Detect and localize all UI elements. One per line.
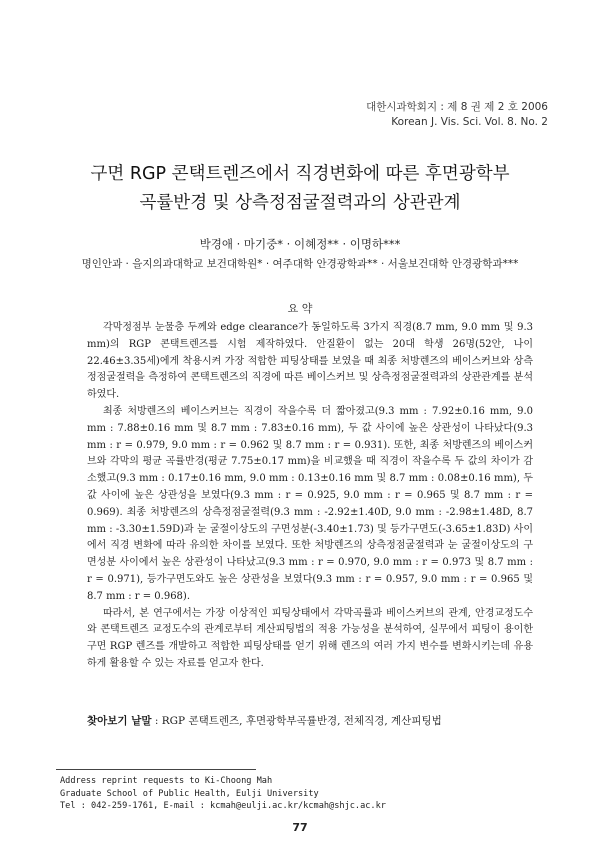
affiliation-list: 명인안과 · 을지의과대학교 보건대학원* · 여주대학 안경광학과** · 서울보건대학 안경광학과*** [81, 258, 519, 270]
footnote-institution-line: Graduate School of Public Health, Eulji University [60, 788, 319, 799]
page-number: 77 [292, 821, 308, 834]
paper-title-line-1: 구면 RGP 콘택트렌즈에서 직경변화에 따른 후면광학부 [90, 164, 510, 184]
keywords-label: 찾아보기 낱말 [87, 715, 152, 727]
keywords-text: : RGP 콘택트렌즈, 후면광학부곡률반경, 전체직경, 계산피팅법 [151, 715, 442, 727]
paper-title [40, 160, 560, 218]
abstract-heading: 요 약 [287, 302, 313, 315]
paper-title-line-2: 곡률반경 및 상측정점굴절력과의 상관관계 [139, 193, 461, 213]
footnote-reprint-line: Address reprint requests to Ki-Choong Mah [60, 776, 273, 786]
author-list: 박경애 · 마기중* · 이혜정** · 이명하*** [199, 237, 401, 251]
footnote [60, 775, 480, 813]
abstract-paragraph: 각막정점부 눈물층 두께와 edge clearance가 동일하도록 3가지 직경(8.7 mm, 9.0 mm 및 9.3 mm)의 RGP 콘택트렌즈를 시험 제작하였다. 안질환이 없는 20대 학생 26명(52안, 나이 22.46±3.35세)에게 착용시켜 가장 적합한 피팅상태를 보였을 때 최종 처방렌즈의 베이스커브와 상측정점굴절력을 측정하여 콘택트렌즈의 직경에 따른 베이스커브 및 상측정점굴절력과의 상관관계를 분석하였다. [87, 322, 533, 401]
journal-citation-korean: 대한시과학회지 : 제 8 권 제 2 호 2006 [366, 101, 548, 113]
journal-citation-english: Korean J. Vis. Sci. Vol. 8. No. 2 [391, 116, 548, 128]
keywords [87, 713, 547, 728]
abstract-paragraph: 최종 처방렌즈의 베이스커브는 직경이 작을수록 더 짧아졌고(9.3 mm : 7.92±0.16 mm, 9.0 mm : 7.88±0.16 mm 및 8.7 mm : 7.83±0.16 mm), 두 값 사이에 높은 상관성이 나타났다(9.3 mm : r = 0.979, 9.0 mm : r = 0.962 및 8.7 mm : r = 0.931). 또한, 최종 처방렌즈의 베이스커브와 각막의 평균 곡률반경(평균 7.75±0.17 mm)을 비교했을 때 직경이 작을수록 두 값의 차이가 감소했고(9.3 mm : 0.17±0.16 mm, 9.0 mm : 0.13±0.16 mm 및 8.7 mm : 0.08±0.16 mm), 두 값 사이에 높은 상관성을 보였다(9.3 mm : r = 0.925, 9.0 mm : r = 0.965 및 8.7 mm : r = 0.969). 최종 처방렌즈의 상측정점굴절력(9.3 mm : -2.92±1.40D, 9.0 mm : -2.98±1.48D, 8.7 mm : -3.30±1.59D)과 눈 굴절이상도의 구면성분(-3.40±1.73) 및 등가구면도(-3.65±1.83D) 사이에서 직경 변화에 따라 유의한 차이를 보였다. 또한 처방렌즈의 상측정점굴절력과 눈 굴절이상도의 구면성분 사이에서 높은 상관성이 나타났고(9.3 mm : r = 0.970, 9.0 mm : r = 0.973 및 8.7 mm : r = 0.971), 등가구면도와도 높은 상관성을 보였다(9.3 mm : r = 0.957, 9.0 mm : r = 0.965 및 8.7 mm : r = 0.968). [87, 405, 533, 602]
footnote-contact-line: Tel : 042-259-1761, E-mail : kcmah@eulji.ac.kr/kcmah@shjc.ac.kr [60, 801, 386, 812]
abstract-body [87, 320, 533, 673]
abstract-paragraph: 따라서, 본 연구에서는 가장 이상적인 피팅상태에서 각막곡률과 베이스커브의 관계, 안경교정도수와 콘택트렌즈 교정도수의 관계로부터 계산피팅법의 적용 가능성을 분석하여, 실무에서 피팅이 용이한 구면 RGP 렌즈를 개발하고 적합한 피팅상태를 얻기 위해 렌즈의 여러 가지 변수를 변화시키는데 유용하게 활용할 수 있는 자료를 얻고자 한다. [87, 607, 533, 669]
footnote-divider [56, 769, 256, 770]
journal-citation [366, 100, 548, 130]
